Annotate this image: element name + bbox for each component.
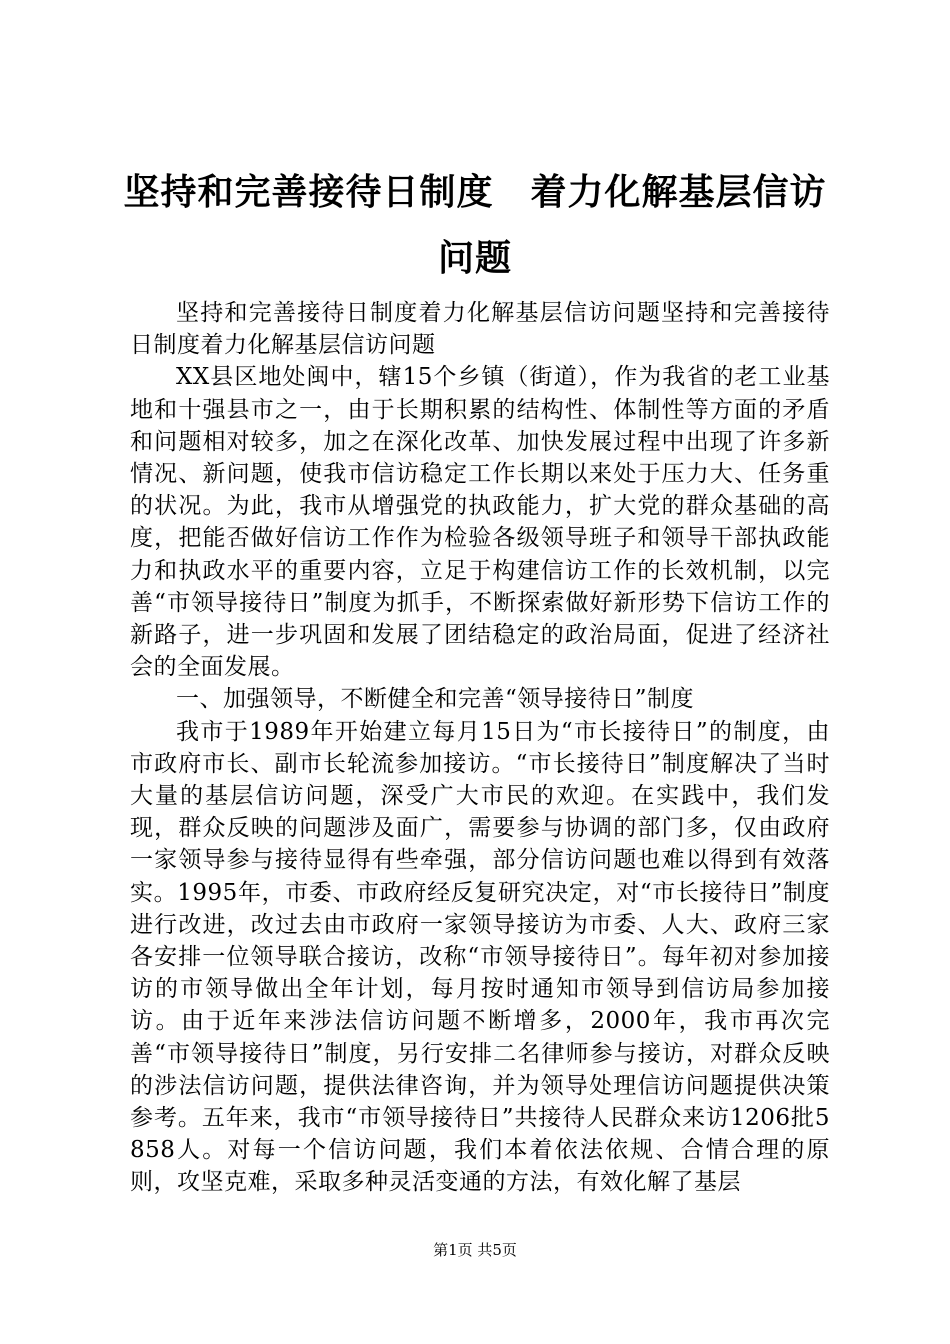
section-paragraph: 我市于1989年开始建立每月15日为“市长接待日”的制度，由市政府市长、副市长轮流参加接访。“市长接待日”制度解决了当时大量的基层信访问题，深受广大市民的欢迎。在实践中，我们发现，群众反映的问题涉及面广，需要参与协调的部门多，仅由政府一家领导参与接待显得有些牵强，部分信访问题也难以得到有效落实。1995年，市委、市政府经反复研究决定，对“市长接待日”制度进行改进，改过去由市政府一家领导接访为市委、人大、政府三家各安排一位领导联合接访，改称“市领导接待日”。每年初对参加接访的市领导做出全年计划，每月按时通知市领导到信访局参加接访。由于近年来涉法信访问题不断增多，2000年，我市再次完善“市领导接待日”制度，另行安排二名律师参与接访，对群众反映的涉法信访问题，提供法律咨询，并为领导处理信访问题提供决策参考。五年来，我市“市领导接待日”共接待人民群众来访1206批5858人。对每一个信访问题，我们本着依法依规、合情合理的原则，攻坚克难，采取多种灵活变通的方法，有效化解了基层 [130, 718, 830, 1196]
section-heading: 一、加强领导，不断健全和完善“领导接待日”制度 [176, 686, 695, 713]
page-number-footer: 第1页 共5页 [433, 1241, 517, 1259]
intro-paragraph: 坚持和完善接待日制度着力化解基层信访问题坚持和完善接待日制度着力化解基层信访问题 [130, 300, 830, 359]
document-title: 坚持和完善接待日制度 着力化解基层信访问题 [123, 172, 827, 279]
document-body [130, 297, 830, 1199]
background-paragraph: XX县区地处闽中，辖15个乡镇（街道），作为我省的老工业基地和十强县市之一，由于长期积累的结构性、体制性等方面的矛盾和问题相对较多，加之在深化改革、加快发展过程中出现了许多新情况、新问题，使我市信访稳定工作长期以来处于压力大、任务重的状况。为此，我市从增强党的执政能力，扩大党的群众基础的高度，把能否做好信访工作作为检验各级领导班子和领导干部执政能力和执政水平的重要内容，立足于构建信访工作的长效机制，以完善“市领导接待日”制度为抓手，不断探索做好新形势下信访工作的新路子，进一步巩固和发展了团结稳定的政治局面，促进了经济社会的全面发展。 [130, 364, 830, 681]
